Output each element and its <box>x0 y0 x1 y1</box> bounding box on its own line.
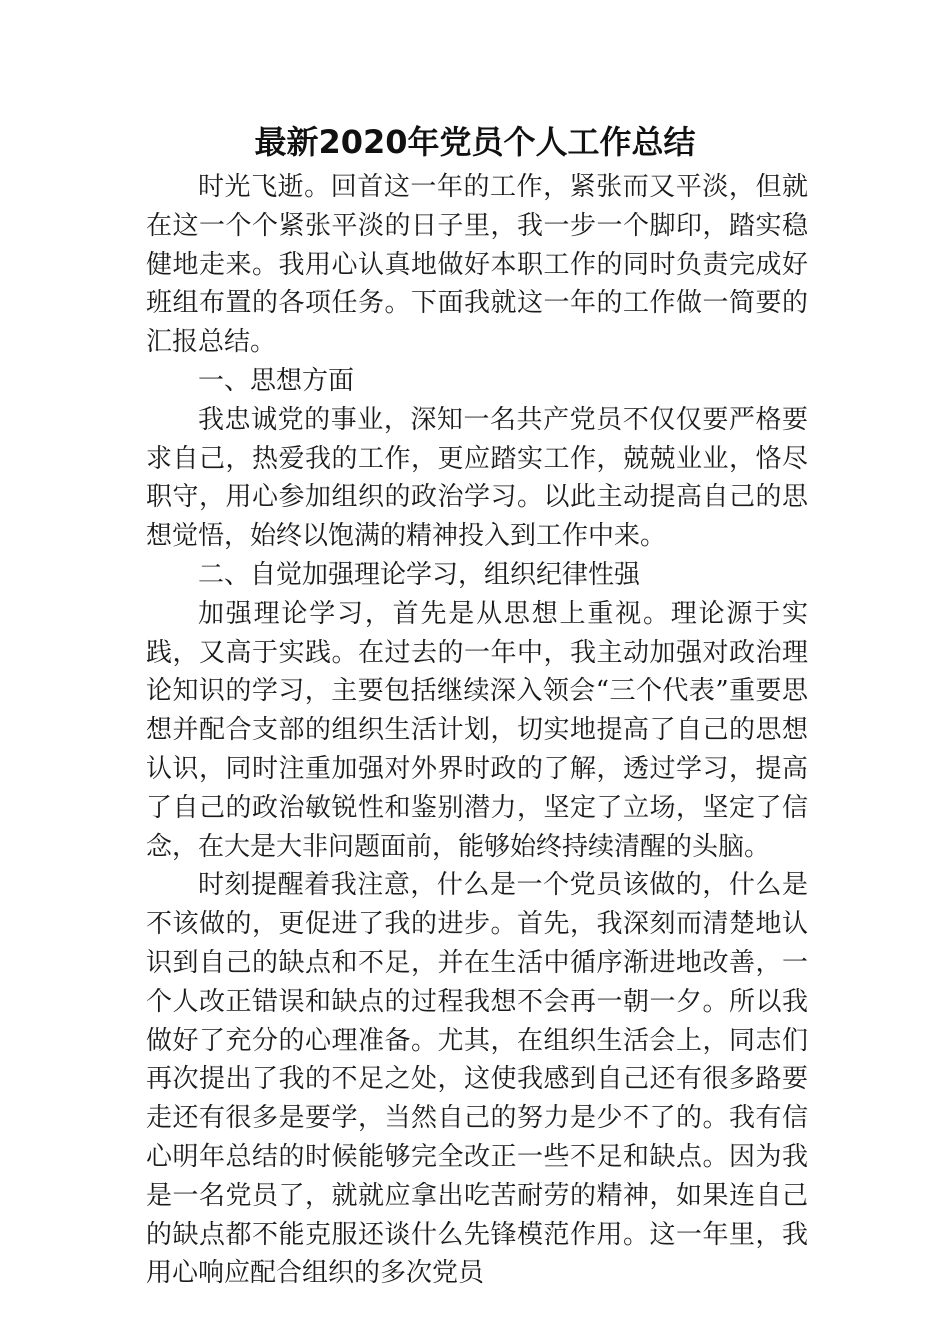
section-heading-theory: 二、自觉加强理论学习，组织纪律性强 <box>198 559 641 590</box>
paragraph-intro: 时光飞逝。回首这一年的工作，紧张而又平淡，但就在这一个个紧张平淡的日子里，我一步一个脚印，踏实稳健地走来。我用心认真地做好本职工作的同时负责完成好班组布置的各项任务。下面我就这一年的工作做一简要的汇报总结。 <box>146 172 808 358</box>
document-body <box>146 168 808 1293</box>
paragraph-self-reflection: 时刻提醒着我注意，什么是一个党员该做的，什么是不该做的，更促进了我的进步。首先，我深刻而清楚地认识到自己的缺点和不足，并在生活中循序渐进地改善，一个人改正错误和缺点的过程我想不会再一朝一夕。所以我做好了充分的心理准备。尤其，在组织生活会上，同志们再次提出了我的不足之处，这使我感到自己还有很多路要走还有很多是要学，当然自己的努力是少不了的。我有信心明年总结的时候能够完全改正一些不足和缺点。因为我是一名党员了，就就应拿出吃苦耐劳的精神，如果连自己的缺点都不能克服还谈什么先锋模范作用。这一年里，我用心响应配合组织的多次党员 <box>146 870 808 1289</box>
section-heading-thought: 一、思想方面 <box>198 365 355 396</box>
document-title: 最新2020年党员个人工作总结 <box>254 123 696 161</box>
paragraph-thought: 我忠诚党的事业，深知一名共产党员不仅仅要严格要求自己，热爱我的工作，更应踏实工作，兢兢业业，恪尽职守，用心参加组织的政治学习。以此主动提高自己的思想觉悟，始终以饱满的精神投入到工作中来。 <box>146 404 808 552</box>
paragraph-theory: 加强理论学习，首先是从思想上重视。理论源于实践，又高于实践。在过去的一年中，我主动加强对政治理论知识的学习，主要包括继续深入领会“三个代表”重要思想并配合支部的组织生活计划，切实地提高了自己的思想认识，同时注重加强对外界时政的了解，透过学习，提高了自己的政治敏锐性和鉴别潜力，坚定了立场，坚定了信念，在大是大非问题面前，能够始终持续清醒的头脑。 <box>146 598 808 862</box>
